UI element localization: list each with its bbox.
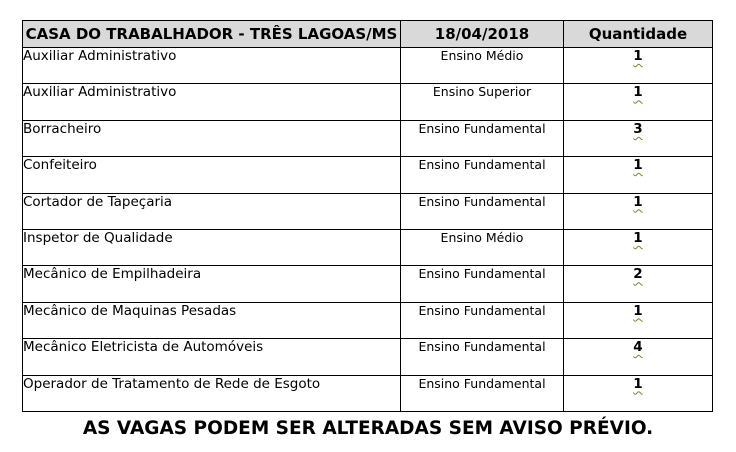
education-cell: Ensino Médio [401,48,564,84]
education-cell: Ensino Fundamental [401,120,564,156]
table-row [23,375,713,411]
education-cell: Ensino Fundamental [401,266,564,302]
quantity-value: 1 [633,375,643,392]
job-openings-table [22,20,713,412]
education-cell: Ensino Médio [401,229,564,265]
quantity-cell [564,48,713,84]
role-cell: Operador de Tratamento de Rede de Esgoto [23,375,401,411]
role-cell: Inspetor de Qualidade [23,229,401,265]
quantity-value: 2 [633,266,643,283]
table-row [23,120,713,156]
table-row [23,339,713,375]
header-quantity: Quantidade [564,21,713,48]
role-cell: Borracheiro [23,120,401,156]
quantity-value: 1 [633,157,643,174]
quantity-value: 1 [633,302,643,319]
education-cell: Ensino Fundamental [401,157,564,193]
quantity-value: 1 [633,193,643,210]
quantity-cell [564,120,713,156]
quantity-value: 3 [633,120,643,137]
role-cell: Confeiteiro [23,157,401,193]
header-date: 18/04/2018 [401,21,564,48]
table-row [23,48,713,84]
education-cell: Ensino Fundamental [401,339,564,375]
quantity-cell [564,339,713,375]
quantity-cell [564,84,713,120]
table-row [23,266,713,302]
table-row [23,84,713,120]
quantity-value: 1 [633,84,643,101]
quantity-value: 4 [633,339,643,356]
role-cell: Auxiliar Administrativo [23,84,401,120]
quantity-cell [564,157,713,193]
education-cell: Ensino Fundamental [401,302,564,338]
footer-notice: AS VAGAS PODEM SER ALTERADAS SEM AVISO PRÉVIO. [82,418,654,439]
table-row [23,193,713,229]
quantity-cell [564,193,713,229]
quantity-cell [564,229,713,265]
education-cell: Ensino Fundamental [401,193,564,229]
header-title: CASA DO TRABALHADOR - TRÊS LAGOAS/MS [23,21,401,48]
role-cell: Auxiliar Administrativo [23,48,401,84]
table-header-row [23,21,713,48]
quantity-cell [564,375,713,411]
quantity-cell [564,266,713,302]
role-cell: Mecânico Eletricista de Automóveis [23,339,401,375]
role-cell: Cortador de Tapeçaria [23,193,401,229]
education-cell: Ensino Superior [401,84,564,120]
education-cell: Ensino Fundamental [401,375,564,411]
quantity-value: 1 [633,48,643,64]
table-row [23,157,713,193]
quantity-cell [564,302,713,338]
role-cell: Mecânico de Maquinas Pesadas [23,302,401,338]
table-row [23,229,713,265]
role-cell: Mecânico de Empilhadeira [23,266,401,302]
table-row [23,302,713,338]
quantity-value: 1 [633,229,643,246]
